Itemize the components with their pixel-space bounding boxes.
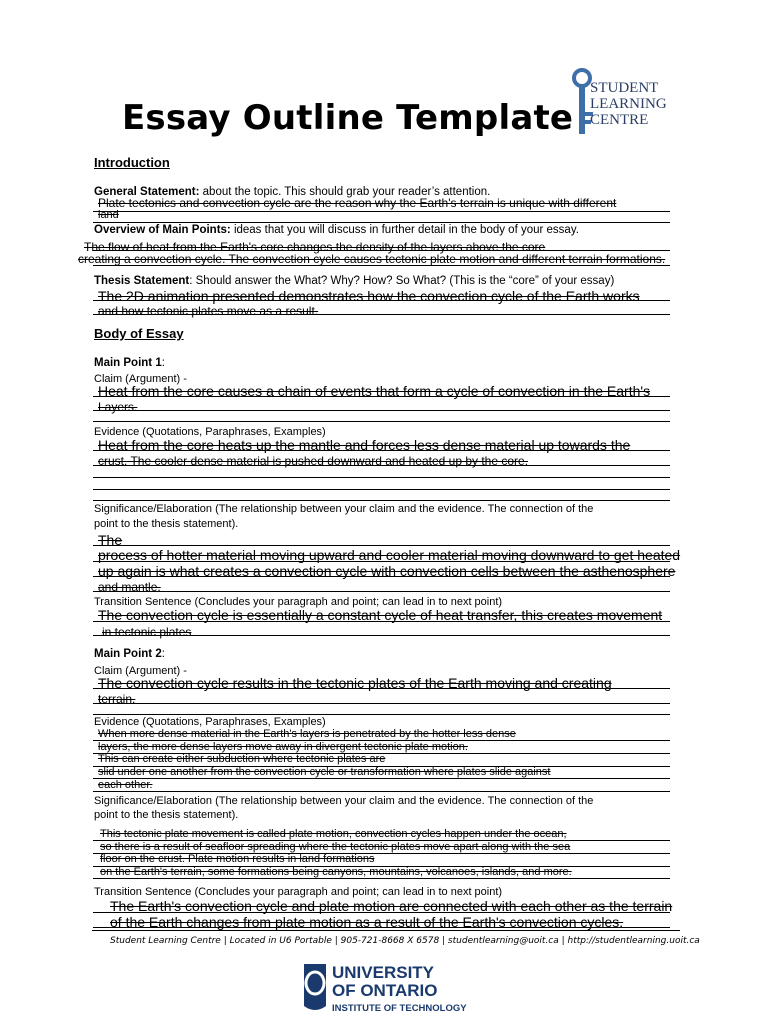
mp2-transition-label: Transition Sentence (Concludes your paragraph and point; can lead in to next point) bbox=[94, 886, 503, 898]
mp2-claim-answer-2: terrain. bbox=[98, 692, 136, 706]
general-statement-answer-2: land bbox=[98, 209, 119, 221]
slc-logo-text: STUDENT LEARNING CENTRE bbox=[590, 80, 667, 128]
overview-prompt: Overview of Main Points: ideas that you will discuss in further detail in the body of your essay. bbox=[94, 224, 579, 236]
body-heading: Body of Essay bbox=[94, 326, 184, 341]
mp2-evidence-answer-3: This can create either subduction where tectonic plates are bbox=[98, 753, 386, 765]
general-statement-answer-1: Plate tectonics and convection cycle are the reason why the Earth's terrain is unique with different bbox=[98, 196, 617, 210]
page-title: Essay Outline Template bbox=[122, 98, 574, 138]
university-logo-subtitle: INSTITUTE OF TECHNOLOGY bbox=[332, 1003, 467, 1014]
mp2-transition-answer-2: of the Earth changes from plate motion as a result of the Earth's convection cycles. bbox=[110, 914, 624, 930]
mp1-significance-answer-2: process of hotter material moving upward and cooler material moving downward to get heated bbox=[98, 547, 681, 563]
mp2-significance-answer-2: so there is a result of seafloor spreading where the tectonic plates move apart along with the sea bbox=[100, 841, 571, 853]
mp1-significance-answer-3: up again is what creates a convection cycle with convection cells between the asthenosphere bbox=[98, 563, 676, 579]
main-point-2-label: Main Point 2: bbox=[94, 648, 165, 660]
footer-contact: Student Learning Centre | Located in U6 Portable | 905-721-8668 X 6578 | studentlearning@uoit.ca | http://studentlearning.uoit.ca bbox=[110, 936, 700, 946]
thesis-answer-2: and how tectonic plates move as a result. bbox=[98, 304, 319, 318]
intro-heading: Introduction bbox=[94, 155, 170, 170]
thesis-prompt: Thesis Statement: Should answer the What? Why? How? So What? (This is the “core” of your essay) bbox=[94, 275, 615, 287]
mp1-significance-answer-1: The bbox=[98, 532, 123, 548]
mp2-claim-label: Claim (Argument) - bbox=[94, 665, 187, 677]
mp2-significance-answer-3: floor on the crust. Plate motion results in land formations bbox=[100, 853, 375, 865]
overview-answer-1: The flow of heat from the Earth's core changes the density of the layers above the core bbox=[84, 240, 546, 254]
mp1-significance-answer-4: and mantle. bbox=[98, 580, 161, 594]
thesis-answer-1: The 2D animation presented demonstrates how the convection cycle of the Earth works bbox=[98, 288, 640, 304]
mp1-transition-answer-2: in tectonic plates bbox=[102, 625, 192, 639]
main-point-1-label: Main Point 1: bbox=[94, 357, 165, 369]
mp1-evidence-label: Evidence (Quotations, Paraphrases, Examples) bbox=[94, 426, 326, 438]
mp1-significance-label-2: point to the thesis statement). bbox=[94, 518, 239, 530]
mp1-claim-answer-1: Heat from the core causes a chain of events that form a cycle of convection in the Earth's bbox=[98, 383, 651, 399]
mp2-evidence-answer-4: slid under one another from the convection cycle or transformation where plates slide against bbox=[98, 766, 551, 778]
mp2-significance-label-1: Significance/Elaboration (The relationship between your claim and the evidence. The connection of the bbox=[94, 795, 594, 807]
mp1-evidence-answer-2: crust. The cooler dense material is pushed downward and heated up by the core. bbox=[98, 454, 529, 468]
general-statement-prompt: General Statement: about the topic. This should grab your reader’s attention. bbox=[94, 186, 491, 198]
mp2-evidence-answer-5: each other. bbox=[98, 779, 153, 791]
mp1-significance-label-1: Significance/Elaboration (The relationship between your claim and the evidence. The connection of the bbox=[94, 503, 594, 515]
overview-answer-2: creating a convection cycle. The convection cycle causes tectonic plate motion and different terrain formations. bbox=[78, 252, 666, 266]
mp2-evidence-answer-2: layers, the more dense layers move away in divergent tectonic plate motion. bbox=[98, 741, 468, 753]
mp2-significance-answer-4: on the Earth's terrain, some formations being canyons, mountains, volcanoes, islands, and more. bbox=[100, 866, 572, 878]
mp1-transition-answer-1: The convection cycle is essentially a constant cycle of heat transfer, this creates movement bbox=[98, 607, 663, 623]
mp1-claim-label: Claim (Argument) - bbox=[94, 373, 187, 385]
mp2-significance-answer-1: This tectonic plate movement is called plate motion, convection cycles happen under the ocean, bbox=[100, 828, 567, 840]
mp1-evidence-answer-1: Heat from the core heats up the mantle and forces less dense material up towards the bbox=[98, 437, 631, 453]
mp2-transition-answer-1: The Earth's convection cycle and plate motion are connected with each other as the terrain bbox=[110, 898, 673, 914]
mp2-evidence-answer-1: When more dense material in the Earth's layers is penetrated by the hotter less dense bbox=[98, 728, 516, 740]
mp2-evidence-label: Evidence (Quotations, Paraphrases, Examples) bbox=[94, 716, 326, 728]
mp2-significance-label-2: point to the thesis statement). bbox=[94, 809, 239, 821]
mp1-transition-label: Transition Sentence (Concludes your paragraph and point; can lead in to next point) bbox=[94, 596, 503, 608]
university-logo-text: UNIVERSITY OF ONTARIO bbox=[332, 963, 438, 1000]
mp2-claim-answer-1: The convection cycle results in the tectonic plates of the Earth moving and creating bbox=[98, 675, 612, 691]
mp1-claim-answer-2: Layers. bbox=[98, 400, 138, 414]
